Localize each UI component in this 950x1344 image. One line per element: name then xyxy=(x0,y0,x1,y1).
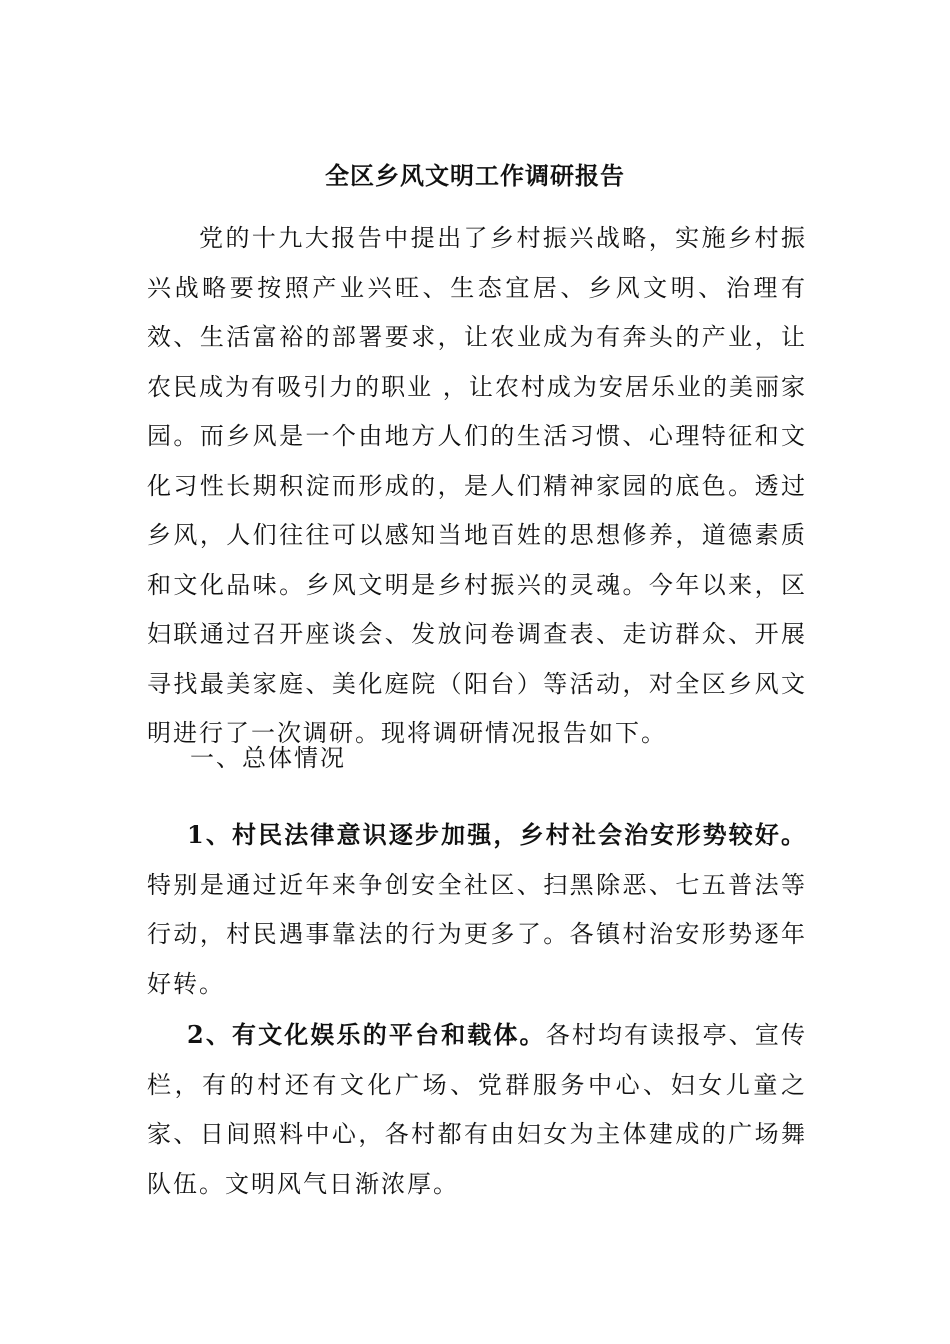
document-title: 全区乡风文明工作调研报告 xyxy=(325,161,625,190)
section-heading-overall: 一、总体情况 xyxy=(190,744,346,772)
item-2-heading: 2、有文化娱乐的平台和载体。 xyxy=(187,1020,546,1049)
item-1-heading: 1、村民法律意识逐步加强，乡村社会治安形势较好。 xyxy=(187,820,807,849)
intro-paragraph: 党的十九大报告中提出了乡村振兴战略，实施乡村振兴战略要按照产业兴旺、生态宜居、乡风文明、治理有效、生活富裕的部署要求，让农业成为有奔头的产业，让农民成为有吸引力的职业 ，让农村成为安居乐业的美丽家园。而乡风是一个由地方人们的生活习惯、心理特征和文化习性长期积淀而形成的，是人们精神家园的底色。透过乡风，人们往往可以感知当地百姓的思想修养，道德素质和文化品味。乡风文明是乡村振兴的灵魂。今年以来，区妇联通过召开座谈会、发放问卷调查表、走访群众、开展寻找最美家庭、美化庭院（阳台）等活动，对全区乡风文明进行了一次调研。现将调研情况报告如下。 xyxy=(147,224,807,747)
item-2-text: 各村均有读报亭、宣传栏，有的村还有文化广场、党群服务中心、妇女儿童之家、日间照料中心，各村都有由妇女为主体建成的广场舞队伍。文明风气日渐浓厚。 xyxy=(147,1021,808,1198)
item-1-text: 特别是通过近年来争创安全社区、扫黑除恶、七五普法等行动，村民遇事靠法的行为更多了。各镇村治安形势逐年好转。 xyxy=(147,870,807,998)
item-2-paragraph xyxy=(147,1010,807,1209)
item-1-paragraph xyxy=(147,810,807,1009)
